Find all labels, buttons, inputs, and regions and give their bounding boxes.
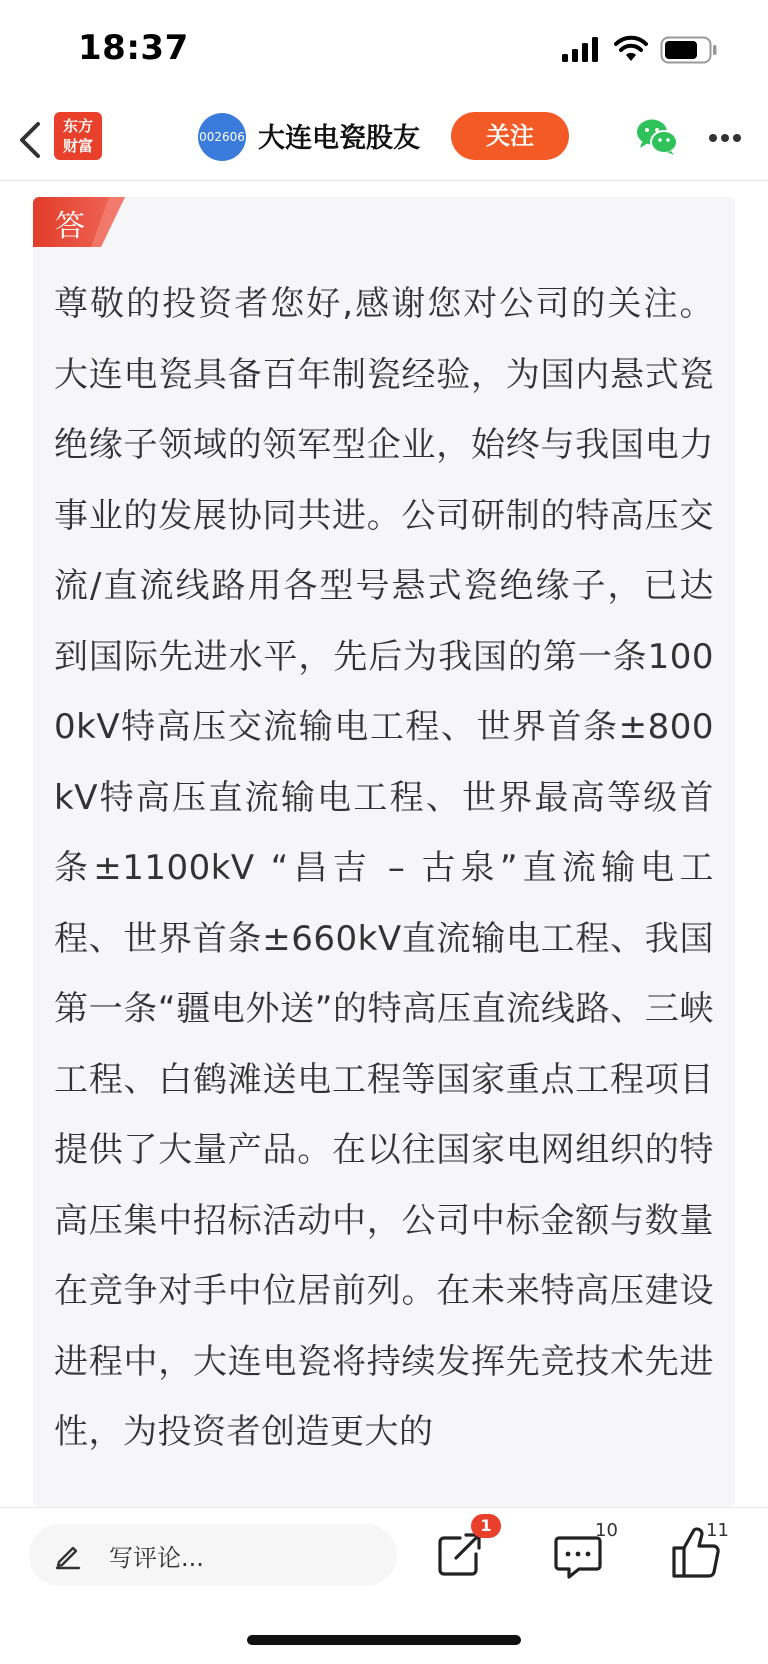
status-time: 18:37	[78, 28, 189, 68]
nav-bar	[0, 100, 768, 181]
comment-placeholder: 写评论...	[109, 1544, 204, 1572]
wechat-icon[interactable]	[636, 118, 678, 156]
bottom-action-bar	[0, 1507, 768, 1664]
wifi-icon	[613, 34, 649, 64]
battery-icon	[660, 36, 718, 64]
app-logo-line2: 财富	[62, 137, 93, 155]
status-bar	[0, 0, 768, 100]
pen-icon	[53, 1540, 83, 1570]
stock-avatar[interactable]: 002606	[198, 113, 246, 161]
comment-input[interactable]	[29, 1524, 397, 1586]
answer-tag-label: 答	[55, 209, 85, 244]
group-title[interactable]: 大连电瓷股友	[258, 123, 420, 154]
back-arrow-icon[interactable]	[14, 118, 46, 162]
app-logo[interactable]	[54, 112, 102, 160]
follow-button[interactable]: 关注	[451, 112, 569, 160]
answer-body-text: 尊敬的投资者您好,感谢您对公司的关注。大连电瓷具备百年制瓷经验，为国内悬式瓷绝缘子领域的领军型企业，始终与我国电力事业的发展协同共进。公司研制的特高压交流/直流线路用各型号悬式瓷绝缘子，已达到国际先进水平，先后为我国的第一条1000kV特高压交流输电工程、世界首条±800kV特高压直流输电工程、世界最高等级首条±1100kV “昌吉 – 古泉”直流输电工程、世界首条±660kV直流输电工程、我国第一条“疆电外送”的特高压直流线路、三峡工程、白鹤滩送电工程等国家重点工程项目提供了大量产品。在以往国家电网组织的特高压集中招标活动中，公司中标金额与数量在竞争对手中位居前列。在未来特高压建设进程中，大连电瓷将持续发挥先竞技术先进性，为投资者创造更大的	[54, 284, 714, 1452]
home-indicator	[247, 1635, 521, 1645]
answer-card	[33, 197, 735, 1507]
like-count: 11	[706, 1520, 729, 1541]
more-options-icon[interactable]	[708, 133, 742, 143]
app-logo-line1: 东方	[62, 117, 93, 135]
cellular-signal-icon	[560, 36, 600, 64]
comment-count: 10	[595, 1520, 618, 1541]
share-badge: 1	[471, 1514, 501, 1538]
